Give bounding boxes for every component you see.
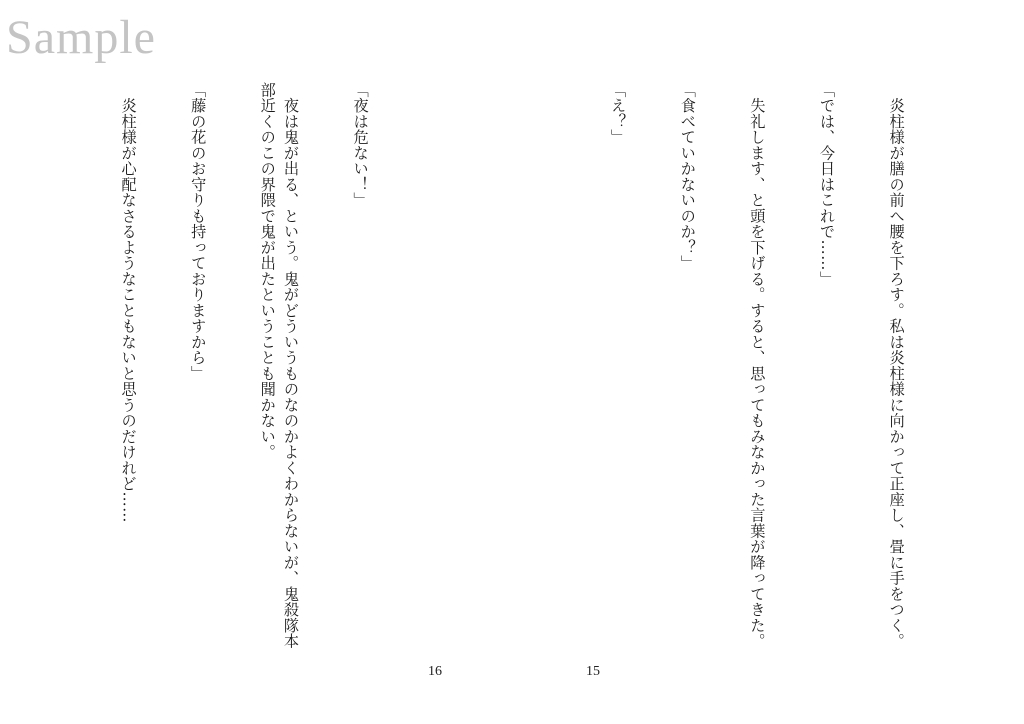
left-page-body xyxy=(82,82,418,652)
page-number-left: 16 xyxy=(428,664,442,679)
right-paragraph-5: 「え？」 xyxy=(609,82,628,145)
right-paragraph-3: 失礼します、と頭を下げる。すると、思ってもみなかった言葉が降ってきた。 xyxy=(748,82,767,649)
right-paragraph-4: 「食べていかないのか？」 xyxy=(678,82,697,271)
right-paragraph-2: 「では、今日はこれで……」 xyxy=(817,82,836,287)
left-paragraph-2: 夜は鬼が出る、という。鬼がどういうものなのかよくわからないが、鬼殺隊本部近くのこの界隈で鬼が出たということも聞かない。 xyxy=(258,82,300,649)
left-paragraph-1: 「夜は危ない！」 xyxy=(351,82,370,208)
page-number-right: 15 xyxy=(586,664,600,679)
right-page-body xyxy=(590,82,954,652)
sample-watermark: Sample xyxy=(6,11,156,64)
right-paragraph-1: 炎柱様が膳の前へ腰を下ろす。私は炎柱様に向かって正座し、畳に手をつく。 xyxy=(887,82,906,649)
right-page xyxy=(512,0,1024,724)
left-paragraph-3: 「藤の花のお守りも持っておりますから」 xyxy=(189,82,208,382)
left-paragraph-4: 炎柱様が心配なさるようなこともないと思うのだけれど…… xyxy=(119,82,138,523)
